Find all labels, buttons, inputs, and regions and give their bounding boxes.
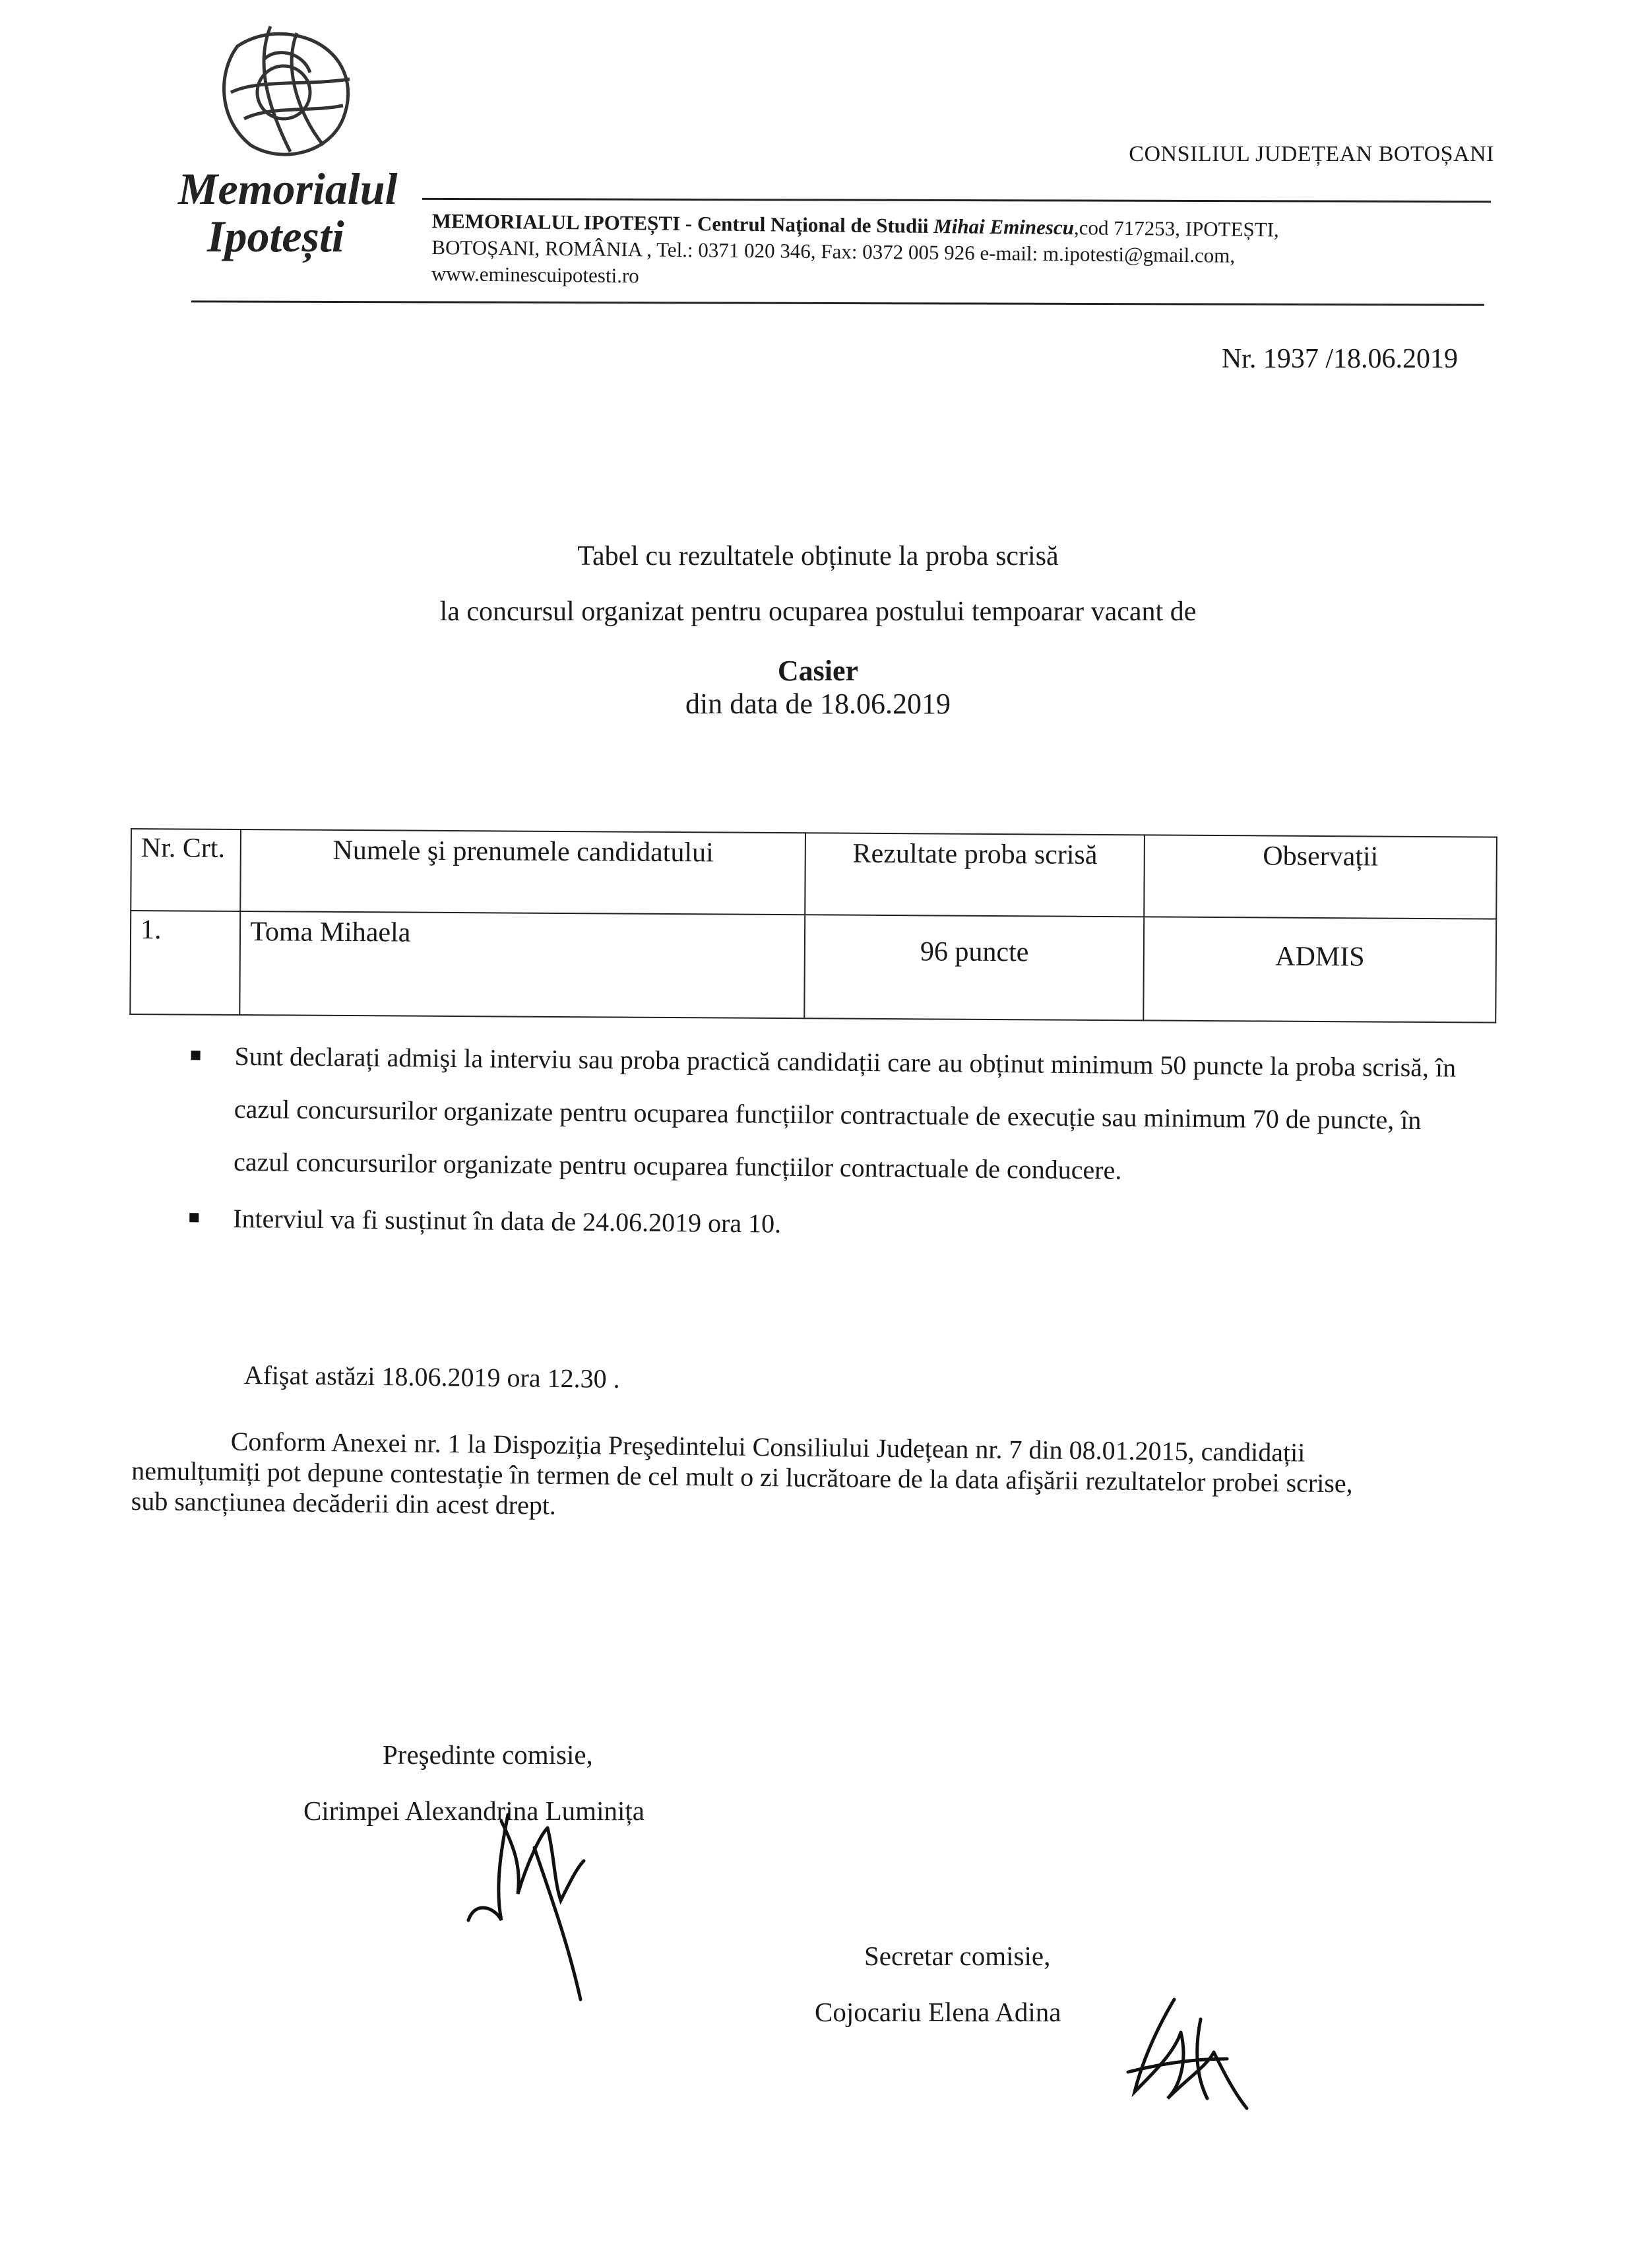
exam-date: din data de 18.06.2019 xyxy=(685,688,951,720)
memorial-logo-wordmark xyxy=(178,165,416,260)
header-name: Numele şi prenumele candidatului xyxy=(240,829,805,915)
notes-list xyxy=(176,1029,1464,1261)
org-name-italic: Mihai Eminescu xyxy=(933,214,1075,240)
results-table xyxy=(129,828,1497,1023)
document-subtitle: la concursul organizat pentru ocuparea postului tempoarar vacant de xyxy=(439,597,1197,627)
note-text: Sunt declarați admişi la interviu sau proba practică candidații care au obținut minimum 50 puncte la proba scrisă, în cazul concursurilor organizate pentru ocuparea funcțiilor contractuale de execuție sau minimum 70 de puncte, în cazul concursurilor organizate pentru ocuparea funcțiilor contractuale de conducere. xyxy=(233,1041,1457,1185)
posting-date: Afişat astăzi 18.06.2019 ora 12.30 . xyxy=(243,1360,620,1394)
council-name: CONSILIUL JUDEȚEAN BOTOȘANI xyxy=(1129,142,1494,166)
table-header-row xyxy=(131,829,1497,919)
position-name: Casier xyxy=(777,655,859,687)
cell-nr: 1. xyxy=(130,911,240,1015)
organization-info xyxy=(431,208,1501,298)
logo-line-1: Memorialul xyxy=(178,164,398,214)
org-website: www.eminescuipotesti.ro xyxy=(431,261,639,288)
bullet-square-icon xyxy=(189,1213,199,1222)
logo-line-2: Ipotești xyxy=(207,211,344,261)
registration-number: Nr. 1937 /18.06.2019 xyxy=(1221,344,1458,374)
document-title: Tabel cu rezultatele obținute la proba scrisă xyxy=(577,541,1059,571)
president-signature xyxy=(455,1808,607,2006)
header-rule-bottom xyxy=(191,300,1484,306)
memorial-logo-emblem xyxy=(198,20,369,172)
appeal-text: Conform Anexei nr. 1 la Dispoziția Preşedintelui Consiliului Județean nr. 7 din 08.01.2015, candidații nemulțumiți pot depune contestație în termen de cel mult o zi lucrătoare de la data afişării rezultatelor probei scrise, sub sancțiunea decăderii din acest drept. xyxy=(131,1426,1353,1520)
cell-name: Toma Mihaela xyxy=(239,911,805,1018)
header-result: Rezultate proba scrisă xyxy=(805,833,1145,917)
note-item xyxy=(176,1192,1463,1257)
header-observations: Observații xyxy=(1144,835,1497,919)
cell-result: 96 puncte xyxy=(805,915,1145,1020)
header-rule-top xyxy=(422,198,1491,203)
president-role: Preşedinte comisie, xyxy=(383,1739,593,1770)
secretary-role: Secretar comisie, xyxy=(864,1941,1051,1971)
note-text: Interviul va fi susținut în data de 24.06.2019 ora 10. xyxy=(233,1203,782,1239)
org-address: ,cod 717253, IPOTEȘTI, xyxy=(1073,216,1279,242)
org-line-2: BOTOȘANI, ROMÂNIA , Tel.: 0371 020 346, Fax: 0372 005 926 e-mail: m.ipotesti@gmail.com, xyxy=(431,235,1236,267)
header-nr: Nr. Crt. xyxy=(131,829,241,911)
table-row xyxy=(130,911,1496,1023)
president-name: Cirimpei Alexandrina Luminița xyxy=(303,1796,645,1826)
secretary-name: Cojocariu Elena Adina xyxy=(815,1997,1061,2027)
cell-observation: ADMIS xyxy=(1143,917,1496,1022)
appeal-notice xyxy=(131,1425,1372,1530)
bullet-square-icon xyxy=(191,1051,201,1060)
secretary-signature xyxy=(1115,1993,1253,2118)
org-name: MEMORIALUL IPOTEȘTI - Centrul Național de Studii xyxy=(431,209,929,238)
note-item xyxy=(177,1029,1464,1200)
